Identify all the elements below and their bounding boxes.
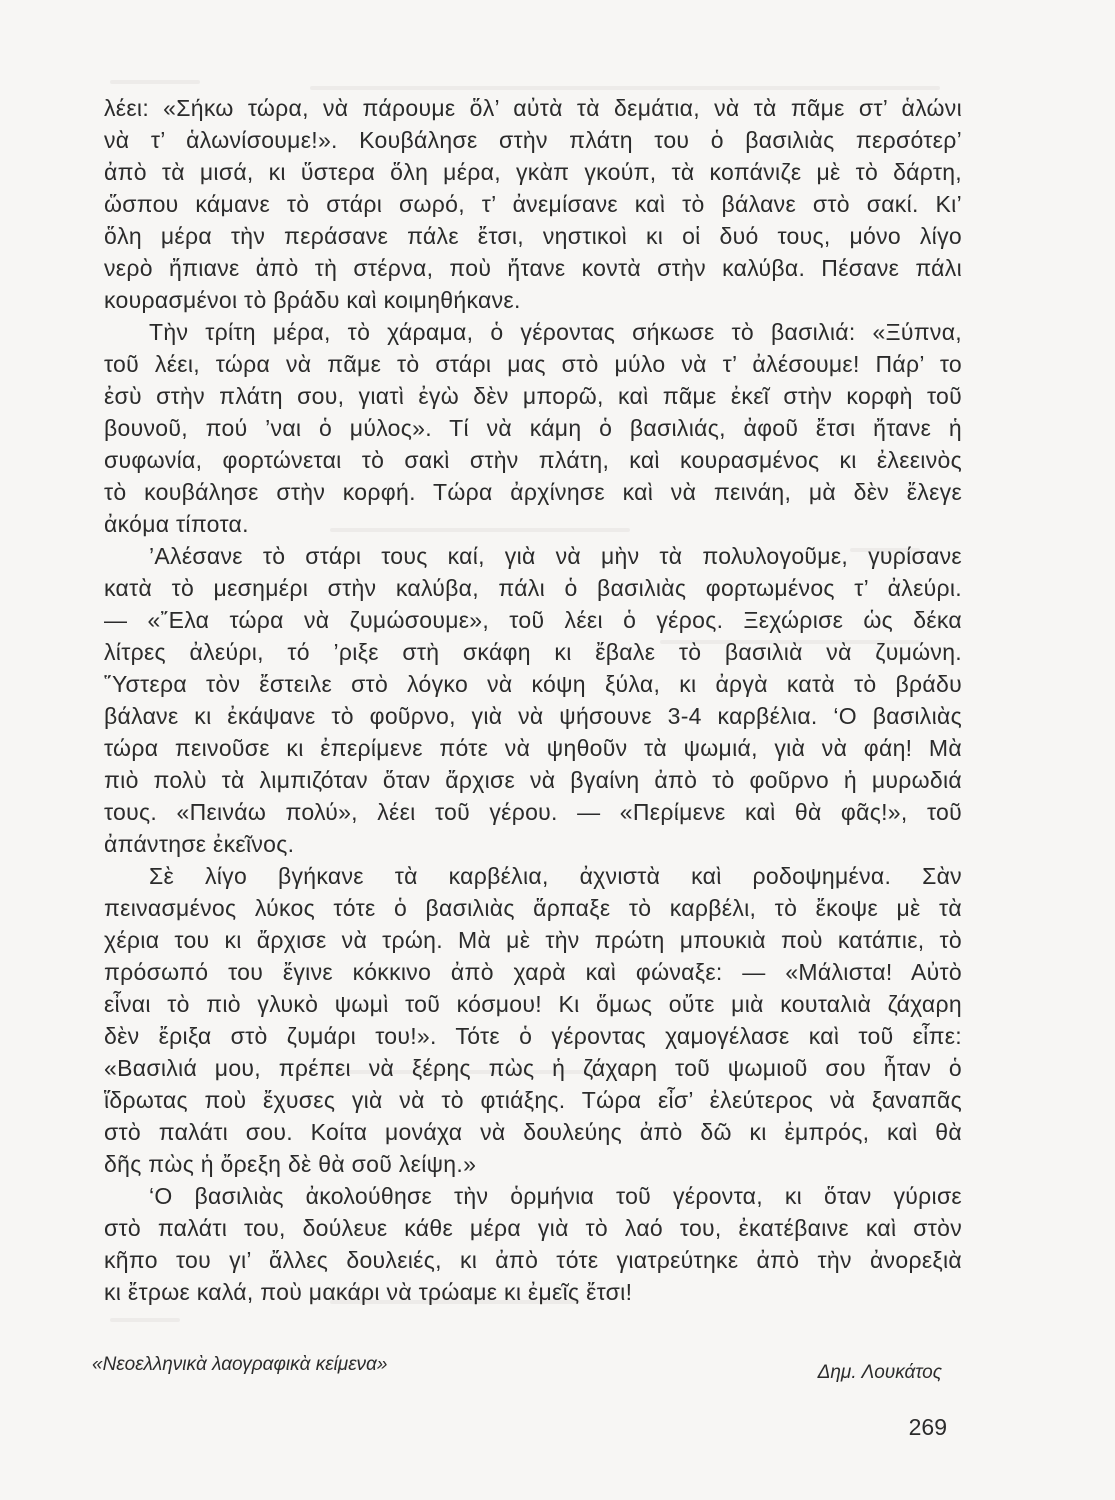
text-line: κουρασμένοι τὸ βράδυ καὶ κοιμηθήκανε. (104, 287, 521, 313)
text-line: κῆπο του γι’ ἄλλες δουλειές, κι ἀπὸ τότε γιατρεύτηκε ἀπὸ τὴν ἀνορεξιὰ (104, 1247, 962, 1273)
text-line: — «῎Ελα τώρα νὰ ζυμώσουμε», τοῦ λέει ὁ γέρος. Ξεχώρισε ὡς δέκα (104, 607, 962, 633)
text-line: στὸ παλάτι σου. Κοίτα μονάχα νὰ δουλεύης ἀπὸ δῶ κι ἐμπρός, καὶ θὰ (104, 1119, 962, 1145)
paragraph-start-line: Σὲ λίγο βγήκανε τὰ καρβέλια, ἀχνιστὰ καὶ ροδοψημένα. Σὰν (149, 863, 962, 889)
text-line: πρόσωπό του ἔγινε κόκκινο ἀπὸ χαρὰ καὶ φώναξε: — «Μάλιστα! Αὐτὸ (104, 959, 962, 985)
text-line: τους. «Πεινάω πολύ», λέει τοῦ γέρου. — «Περίμενε καὶ θὰ φᾶς!», τοῦ (104, 799, 962, 825)
text-line: βάλανε κι ἐκάψανε τὸ φοῦρνο, γιὰ νὰ ψήσουνε 3-4 καρβέλια. ‘Ο βασιλιὰς (104, 703, 962, 729)
author-name: Δημ. Λουκάτος (817, 1362, 942, 1383)
text-line: λέει: «Σήκω τώρα, νὰ πάρουμε ὅλ’ αὐτὰ τὰ δεμάτια, νὰ τὰ πᾶμε στ’ ἁλώνι (104, 95, 962, 121)
text-line: συφωνία, φορτώνεται τὸ σακὶ στὴν πλάτη, καὶ κουρασμένος κι ἐλεεινὸς (104, 447, 962, 473)
text-line: δῆς πὼς ἡ ὄρεξη δὲ θὰ σοῦ λείψη.» (104, 1151, 477, 1177)
text-line: ἀπάντησε ἐκεῖνος. (104, 831, 295, 857)
text-line: ῞Υστερα τὸν ἔστειλε στὸ λόγκο νὰ κόψη ξύλα, κι ἀργὰ κατὰ τὸ βράδυ (104, 671, 962, 697)
text-line: ὅλη μέρα τὴν περάσανε πάλε ἔτσι, νηστικοὶ κι οἱ δυό τους, μόνο λίγο (104, 223, 962, 249)
text-line: ἵδρωτας ποὺ ἔχυσες γιὰ νὰ τὸ φτιάξης. Τώρα εἶσ’ ἐλεύτερος νὰ ξαναπᾶς (104, 1087, 962, 1113)
paragraph-start-line: Τὴν τρίτη μέρα, τὸ χάραμα, ὁ γέροντας σήκωσε τὸ βασιλιά: «Ξύπνα, (149, 319, 962, 345)
text-line: στὸ παλάτι του, δούλευε κάθε μέρα γιὰ τὸ λαό του, ἐκατέβαινε καὶ στὸν (104, 1215, 962, 1241)
text-line: νὰ τ’ ἁλωνίσουμε!». Κουβάλησε στὴν πλάτη του ὁ βασιλιὰς περσότερ’ (104, 127, 962, 153)
text-line: τὸ κουβάλησε στὴν κορφή. Τώρα ἀρχίνησε καὶ νὰ πεινάη, μὰ δὲν ἔλεγε (104, 479, 962, 505)
text-line: βουνοῦ, πού ’ναι ὁ μύλος». Τί νὰ κάμη ὁ βασιλιάς, ἀφοῦ ἔτσι ἤτανε ἡ (104, 415, 962, 441)
paragraph-start-line: ’Αλέσανε τὸ στάρι τους καί, γιὰ νὰ μὴν τὰ πολυλογοῦμε, γυρίσανε (149, 543, 962, 569)
page-number: 269 (908, 1414, 947, 1440)
text-line: τώρα πεινοῦσε κι ἐπερίμενε πότε νὰ ψηθοῦν τὰ ψωμιά, γιὰ νὰ φάη! Μὰ (104, 735, 962, 761)
text-line: κι ἔτρωε καλά, ποὺ μακάρι νὰ τρώαμε κι ἐμεῖς ἔτσι! (104, 1279, 633, 1305)
text-line: δὲν ἔριξα στὸ ζυμάρι του!». Τότε ὁ γέροντας χαμογέλασε καὶ τοῦ εἶπε: (104, 1023, 962, 1049)
text-line: πιὸ πολὺ τὰ λιμπιζόταν ὅταν ἄρχισε νὰ βγαίνη ἀπὸ τὸ φοῦρνο ἡ μυρωδιά (104, 767, 962, 793)
text-line: ἀπὸ τὰ μισά, κι ὕστερα ὅλη μέρα, γκὰπ γκούπ, τὰ κοπάνιζε μὲ τὸ δάρτη, (104, 159, 962, 185)
text-line: πεινασμένος λύκος τότε ὁ βασιλιὰς ἅρπαξε τὸ καρβέλι, τὸ ἔκοψε μὲ τὰ (104, 895, 962, 921)
text-line: «Βασιλιά μου, πρέπει νὰ ξέρης πὼς ἡ ζάχαρη τοῦ ψωμιοῦ σου ἦταν ὁ (104, 1055, 962, 1081)
paragraph-start-line: ‘Ο βασιλιὰς ἀκολούθησε τὴν ὁρμήνια τοῦ γέροντα, κι ὅταν γύρισε (149, 1183, 962, 1209)
text-line: ἐσὺ στὴν πλάτη σου, γιατὶ ἐγὼ δὲν μπορῶ, καὶ πᾶμε ἐκεῖ στὴν κορφὴ τοῦ (104, 383, 962, 409)
text-line: λίτρες ἀλεύρι, τό ’ριξε στὴ σκάφη κι ἔβαλε τὸ βασιλιὰ νὰ ζυμώνη. (104, 639, 962, 665)
text-line: ὥσπου κάμανε τὸ στάρι σωρό, τ’ ἀνεμίσανε καὶ τὸ βάλανε στὸ σακί. Κι’ (104, 191, 962, 217)
text-line: εἶναι τὸ πιὸ γλυκὸ ψωμὶ τοῦ κόσμου! Κι ὅμως οὔτε μιὰ κουταλιὰ ζάχαρη (104, 991, 962, 1017)
text-line: κατὰ τὸ μεσημέρι στὴν καλύβα, πάλι ὁ βασιλιὰς φορτωμένος τ’ ἀλεύρι. (104, 575, 962, 601)
text-line: χέρια του κι ἄρχισε νὰ τρώη. Μὰ μὲ τὴν πρώτη μπουκιὰ ποὺ κατάπιε, τὸ (104, 927, 962, 953)
text-line: τοῦ λέει, τώρα νὰ πᾶμε τὸ στάρι μας στὸ μύλο νὰ τ’ ἀλέσουμε! Πάρ’ το (104, 351, 962, 377)
text-line: ἀκόμα τίποτα. (104, 511, 249, 537)
text-line: νερὸ ἤπιανε ἀπὸ τὴ στέρνα, ποὺ ἤτανε κοντὰ στὴν καλύβα. Πέσανε πάλι (104, 255, 962, 281)
source-citation: «Νεοελληνικὰ λαογραφικὰ κείμενα» (92, 1354, 388, 1375)
